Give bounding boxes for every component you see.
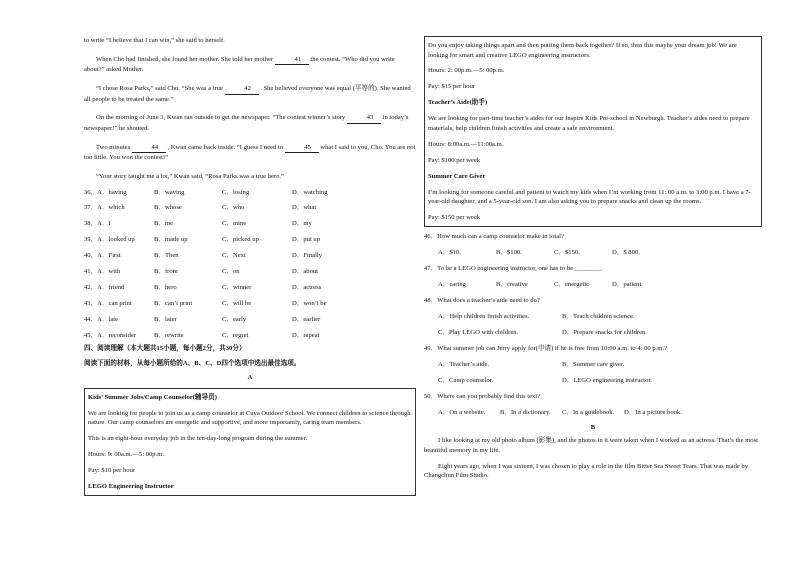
question-stem: 49．What summer job can Jerry apply for(申请) if he is free from 10:00 a.m. to 4: 00 p.m.? bbox=[424, 344, 667, 352]
option-b[interactable]: B．Summer care giver. bbox=[562, 360, 625, 368]
option-row bbox=[84, 264, 416, 280]
option-c[interactable]: C．mine bbox=[222, 220, 247, 228]
option-d[interactable]: D．about bbox=[292, 268, 319, 276]
option-c[interactable]: C．winner bbox=[222, 283, 252, 291]
option-a[interactable]: A．caring bbox=[438, 280, 466, 288]
section-title: 四、阅读理解（本大题共15小题，每小题2分，共30分） bbox=[84, 345, 246, 353]
option-a[interactable]: 41．A．with bbox=[84, 268, 121, 276]
question-stem: 47．To be a LEGO engineering instructor, one has to be ________. bbox=[424, 264, 603, 272]
passage-paragraph: I like looking at my old photo album (影集), and the photos in it were taken when I worked as an actress. That’s the most beautiful memory in my life. bbox=[424, 437, 758, 454]
options-table bbox=[84, 184, 416, 343]
ad-hours: Hours: 8:00a.m.—11:00a.m. bbox=[428, 140, 504, 148]
question-options bbox=[424, 277, 762, 293]
option-c[interactable]: C．losing bbox=[222, 188, 250, 196]
option-row bbox=[84, 200, 416, 216]
option-c[interactable]: C．early bbox=[222, 315, 247, 323]
option-b[interactable]: B．Teach children science. bbox=[562, 312, 635, 320]
ad-paragraph: Do you enjoy taking things apart and then putting them back together? If so, then this maybe your dream job! We are looking for smart and creative LEGO engineering instructors. bbox=[428, 42, 737, 59]
option-d[interactable]: D．what bbox=[292, 204, 317, 212]
option-row bbox=[84, 232, 416, 248]
option-b[interactable]: B．waving bbox=[154, 188, 185, 196]
option-c[interactable]: C．$150. bbox=[554, 248, 580, 256]
option-a[interactable]: 38．A．I bbox=[84, 220, 111, 228]
story-paragraph: “I chose Rosa Parks,” said Cho. “She was a true 42 . She believed everyone was equal (平等的). She wanted all people to be treated the same.” bbox=[84, 85, 411, 103]
question-options bbox=[424, 309, 762, 325]
option-d[interactable]: D．won’t be bbox=[292, 299, 327, 307]
story-paragraph: When Cho had finished, she found her mother. She told her mother 41 the contest. “Who did you write about?” asked Mother. bbox=[84, 55, 395, 74]
option-d[interactable]: D．LEGO engineering instructor. bbox=[562, 376, 652, 384]
option-d[interactable]: D．$ 800. bbox=[612, 248, 640, 256]
option-a[interactable]: 42．A．friend bbox=[84, 283, 125, 291]
question-stem: 50．Where can you probably find this text? bbox=[424, 392, 541, 400]
ad-pay: Pay: $100 per week bbox=[428, 156, 481, 164]
blank-41[interactable]: 41 bbox=[275, 55, 309, 66]
option-b[interactable]: B．Then bbox=[154, 252, 179, 260]
ad-paragraph: I’m looking for someone careful and patient to watch my kids when I’m working from 11: 00 a.m. to 3:00 p.m. I have a 7-year-old daughter, and a 5-year-old son. I am also asking you to prepare snacks and clean up the rooms. bbox=[428, 188, 751, 206]
ad-heading: Kids’ Summer Jobs/Camp Counselor(辅导员) bbox=[88, 393, 217, 401]
option-c[interactable]: C．who bbox=[222, 204, 245, 212]
option-b[interactable]: B．from bbox=[154, 268, 178, 276]
question-list bbox=[424, 229, 762, 421]
option-a[interactable]: 36．A．having bbox=[84, 188, 127, 196]
option-d[interactable]: D．put up bbox=[292, 236, 321, 244]
option-b[interactable]: B．later bbox=[154, 315, 177, 323]
story-line: to write “I believe that I can win,” she said to herself. bbox=[84, 37, 225, 44]
option-a[interactable]: A．$10. bbox=[438, 248, 461, 256]
job-ad-box bbox=[84, 388, 416, 496]
ad-pay: Pay: $150 per week bbox=[428, 214, 481, 222]
option-d[interactable]: D．In a picture book. bbox=[624, 408, 682, 416]
option-b[interactable]: B．creative bbox=[496, 280, 528, 288]
ad-pay: Pay: $15 per hour bbox=[428, 83, 476, 91]
option-row bbox=[84, 312, 416, 328]
option-d[interactable]: D．Finally bbox=[292, 252, 323, 260]
option-b[interactable]: B．hero bbox=[154, 283, 177, 291]
question-options bbox=[424, 325, 762, 341]
ad-paragraph: We are looking for people to join us as a camp counselor at Cuya Outdoor School. We connect children to science through nature. Our camp counselors are energetic and supportive, and more importantly, caring team members. bbox=[88, 409, 411, 427]
blank-44[interactable]: 44 bbox=[132, 143, 166, 154]
option-d[interactable]: D．Prepare snacks for children. bbox=[562, 328, 647, 336]
story-line: “Your story taught me a lot,” Kwan said, “Rosa Parks was a true hero.” bbox=[96, 172, 284, 180]
instruction: 阅读下面的材料，从每小题所给的A、B、C、D四个选项中选出最佳选项。 bbox=[84, 359, 301, 367]
option-b[interactable]: B．made up bbox=[154, 236, 188, 244]
option-c[interactable]: C．In a guidebook. bbox=[562, 408, 615, 416]
question-options bbox=[424, 405, 762, 421]
story-paragraph: Two minutes 44 , Kwan came back inside. “I guess I need to 45 what I said to you, Cho. You are not too little. You won the contest!” bbox=[84, 143, 416, 162]
option-a[interactable]: 39．A．looked up bbox=[84, 236, 135, 244]
option-c[interactable]: C．picked up bbox=[222, 236, 259, 244]
left-column bbox=[84, 36, 416, 496]
question-stem: 48．What does a teacher’s aide need to do? bbox=[424, 296, 540, 304]
story-paragraph: On the morning of June 3, Kwan ran outside to get the newspaper. “The contest winner’s story 43 in today’s newspaper!” he shouted. bbox=[84, 114, 409, 132]
option-row bbox=[84, 184, 416, 200]
passage-letter: A bbox=[247, 374, 253, 382]
option-row bbox=[84, 296, 416, 312]
blank-43[interactable]: 43 bbox=[347, 113, 381, 124]
ad-pay: Pay: $10 per hour bbox=[88, 467, 136, 475]
option-b[interactable]: B．me bbox=[154, 220, 174, 228]
question-options bbox=[424, 373, 762, 389]
ad-hours: Hours: 2: 00p.m.—5: 00p.m. bbox=[428, 67, 505, 75]
option-c[interactable]: C．Next bbox=[222, 252, 246, 260]
option-c[interactable]: C．on bbox=[222, 268, 240, 276]
option-d[interactable]: D．my bbox=[292, 220, 312, 228]
option-b[interactable]: B．In a dictionary. bbox=[500, 408, 551, 416]
blank-45[interactable]: 45 bbox=[285, 143, 319, 154]
option-c[interactable]: C．will be bbox=[222, 299, 252, 307]
option-a[interactable]: 45．A．reconsider bbox=[84, 331, 137, 339]
right-column bbox=[424, 36, 762, 487]
option-c[interactable]: C．energetic bbox=[554, 280, 590, 288]
ad-paragraph: This is an eight-hour everyday job in the ten-day-long program during the summer. bbox=[88, 435, 308, 443]
option-b[interactable]: B．$100. bbox=[496, 248, 522, 256]
option-c[interactable]: C．Play LEGO with children. bbox=[438, 328, 519, 336]
question-stem: 46．How much can a camp counselor make in total? bbox=[424, 232, 564, 240]
option-d[interactable]: D．earlier bbox=[292, 315, 321, 323]
option-row bbox=[84, 248, 416, 264]
option-a[interactable]: A．On a website. bbox=[438, 408, 486, 416]
ad-heading: LEGO Engineering Instructor bbox=[88, 483, 174, 491]
job-ad-box bbox=[424, 36, 762, 227]
option-d[interactable]: D．actress bbox=[292, 283, 322, 291]
ad-heading: Summer Care Giver bbox=[428, 172, 486, 180]
option-row bbox=[84, 280, 416, 296]
option-d[interactable]: D．repeat bbox=[292, 331, 320, 339]
option-a[interactable]: 44．A．late bbox=[84, 315, 119, 323]
option-d[interactable]: D．patient bbox=[612, 280, 642, 288]
ad-hours: Hours: 9: 00a.m.—5: 00p.m. bbox=[88, 451, 165, 459]
option-a[interactable]: 40．A．First bbox=[84, 252, 121, 260]
passage-paragraph: Eight years ago, when I was sixteen, I was chosen to play a role in the film Bitter Sea Sweet Tears. That was made by Changchun Film Studio. bbox=[424, 462, 749, 480]
option-c[interactable]: C．regret bbox=[222, 331, 249, 339]
option-b[interactable]: B．can’t print bbox=[154, 299, 193, 307]
option-a[interactable]: A．Help children finish activities. bbox=[438, 312, 530, 320]
option-d[interactable]: D．watching bbox=[292, 188, 328, 196]
ad-heading: Teacher’s Aide(助手) bbox=[428, 99, 488, 107]
ad-paragraph: We are looking for part-time teacher’s aides for our Inspire Kids Pre-school in Newburgh. Teacher’s aides need to prepare materials, help children finish activities and create a safe environment. bbox=[428, 115, 750, 132]
option-row bbox=[84, 327, 416, 343]
option-a[interactable]: A．Teacher’s aide. bbox=[438, 360, 490, 368]
option-a[interactable]: 37．A．which bbox=[84, 204, 125, 212]
option-row bbox=[84, 216, 416, 232]
blank-42[interactable]: 42 bbox=[225, 84, 259, 95]
option-b[interactable]: B．whose bbox=[154, 204, 182, 212]
question-options bbox=[424, 357, 762, 373]
question-options bbox=[424, 245, 762, 261]
option-b[interactable]: B．rewrite bbox=[154, 331, 184, 339]
passage-letter: B bbox=[590, 423, 596, 431]
option-a[interactable]: 43．A．can print bbox=[84, 299, 132, 307]
option-c[interactable]: C．Camp counselor. bbox=[438, 376, 494, 384]
